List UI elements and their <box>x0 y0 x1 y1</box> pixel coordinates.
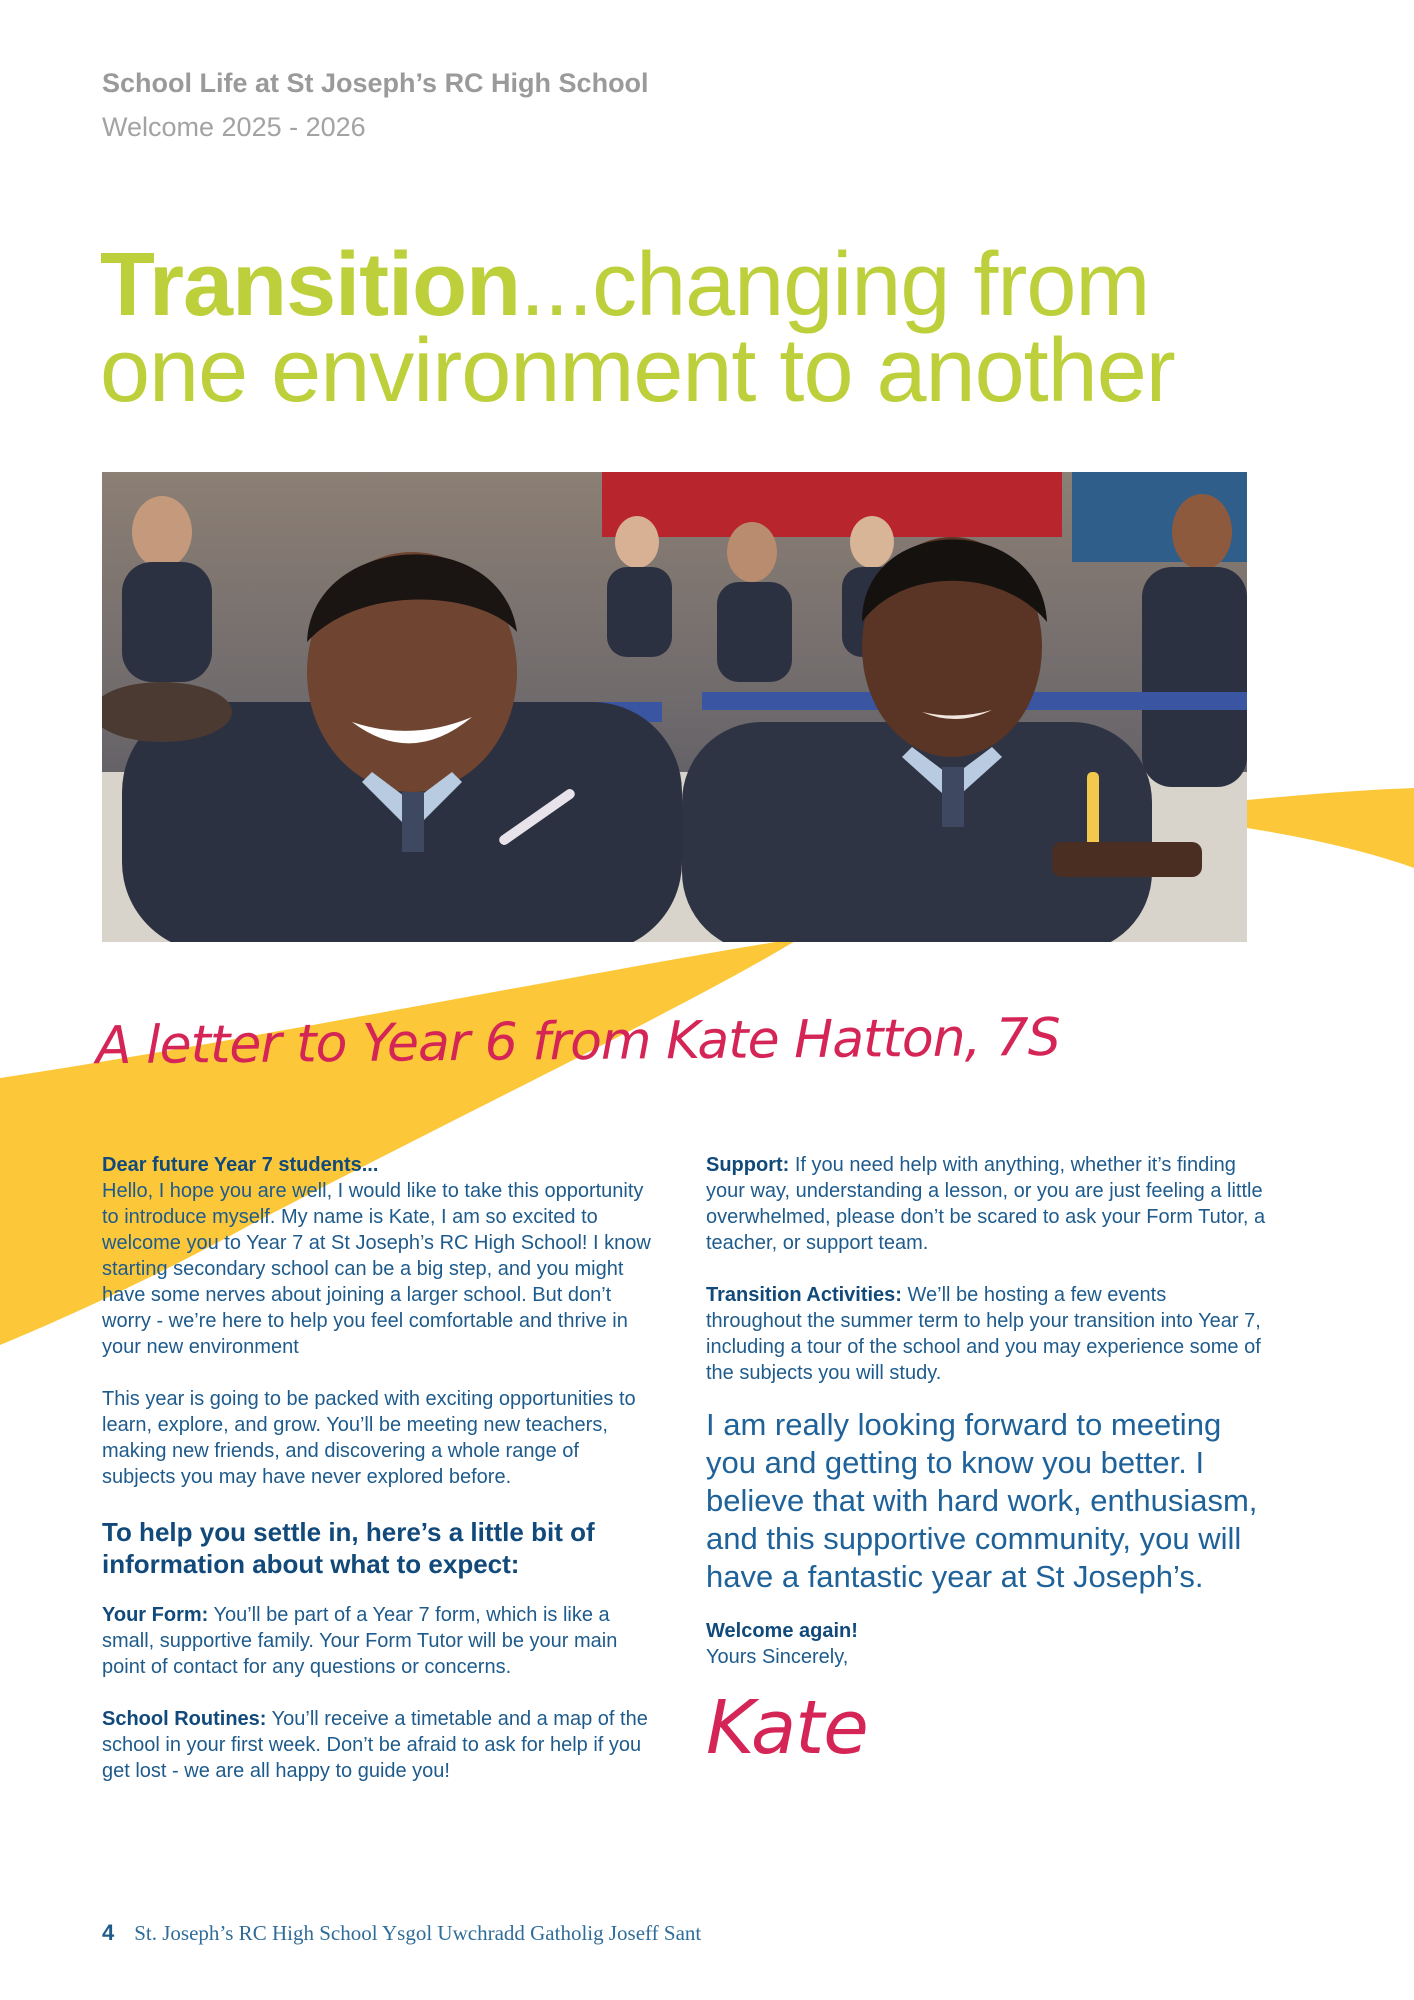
letter-right-column <box>706 1152 1266 1771</box>
letter-greeting: Dear future Year 7 students... <box>102 1154 379 1176</box>
section-your-form-label: Your Form: <box>102 1604 209 1626</box>
header-welcome-line: Welcome 2025 - 2026 <box>102 112 366 142</box>
footer-school-name: St. Joseph’s RC High School Ysgol Uwchradd Gatholig Joseff Sant <box>134 1921 702 1945</box>
closing-quote: I am really looking forward to meeting you and getting to know you better. I believe that with hard work, enthusiasm, and this supportive community, you will have a fantastic year at St Joseph’s. <box>706 1407 1258 1594</box>
letter-subheading: To help you settle in, here’s a little bit of information about what to expect: <box>102 1517 595 1579</box>
section-support-label: Support: <box>706 1154 790 1176</box>
letter-intro-paragraph <box>102 1152 657 1360</box>
section-transition-activities <box>706 1282 1266 1386</box>
headline-light-1: ...changing from <box>520 235 1150 335</box>
section-support <box>706 1152 1266 1256</box>
page-number: 4 <box>102 1920 115 1945</box>
letter-intro-text: Hello, I hope you are well, I would like to take this opportunity to introduce myself. My name is Kate, I am so excited to welcome you to Year 7 at St Joseph’s RC High School! I know starting secondary school can be a big step, and you might have some nerves about joining a larger school. But don’t worry - we’re here to help you feel comfortable and thrive in your new environment <box>102 1180 651 1358</box>
section-your-form-text: You’ll be part of a Year 7 form, which is like a small, supportive family. Your Form Tutor will be your main point of contact for any questions or concerns. <box>102 1604 618 1678</box>
yours-sincerely: Yours Sincerely, <box>706 1646 849 1668</box>
welcome-again: Welcome again! <box>706 1620 858 1642</box>
page-footer <box>102 1920 701 1946</box>
section-school-routines-text: You’ll receive a timetable and a map of the school in your first week. Don’t be afraid to ask for help if you get lost - we are all happy to guide you! <box>102 1708 648 1782</box>
letter-left-column <box>102 1152 657 1810</box>
headline-strong: Transition <box>100 235 521 335</box>
section-school-routines-label: School Routines: <box>102 1708 267 1730</box>
section-your-form <box>102 1602 657 1680</box>
letter-title: A letter to Year 6 from Kate Hatton, 7S <box>95 1007 1061 1077</box>
page-headline <box>100 235 1350 421</box>
signature-kate: Kate <box>706 1685 868 1771</box>
classroom-students-photo <box>102 472 1247 942</box>
letter-year-paragraph: This year is going to be packed with exciting opportunities to learn, explore, and grow. You’ll be meeting new teachers, making new friends, and discovering a whole range of subjects you may have never explored before. <box>102 1388 636 1488</box>
sign-off-block <box>706 1618 1266 1670</box>
section-support-text: If you need help with anything, whether it’s finding your way, understanding a lesson, or you are just feeling a little overwhelmed, please don’t be scared to ask your Form Tutor, a teacher, or support team. <box>706 1154 1266 1254</box>
section-transition-activities-text: We’ll be hosting a few events throughout the summer term to help your transition into Year 7, including a tour of the school and you may experience some of the subjects you will study. <box>706 1284 1261 1384</box>
headline-light-2: one environment to another <box>100 321 1175 421</box>
section-school-routines <box>102 1706 657 1784</box>
header-school-line: School Life at St Joseph’s RC High School <box>102 68 649 98</box>
section-transition-activities-label: Transition Activities: <box>706 1284 902 1306</box>
